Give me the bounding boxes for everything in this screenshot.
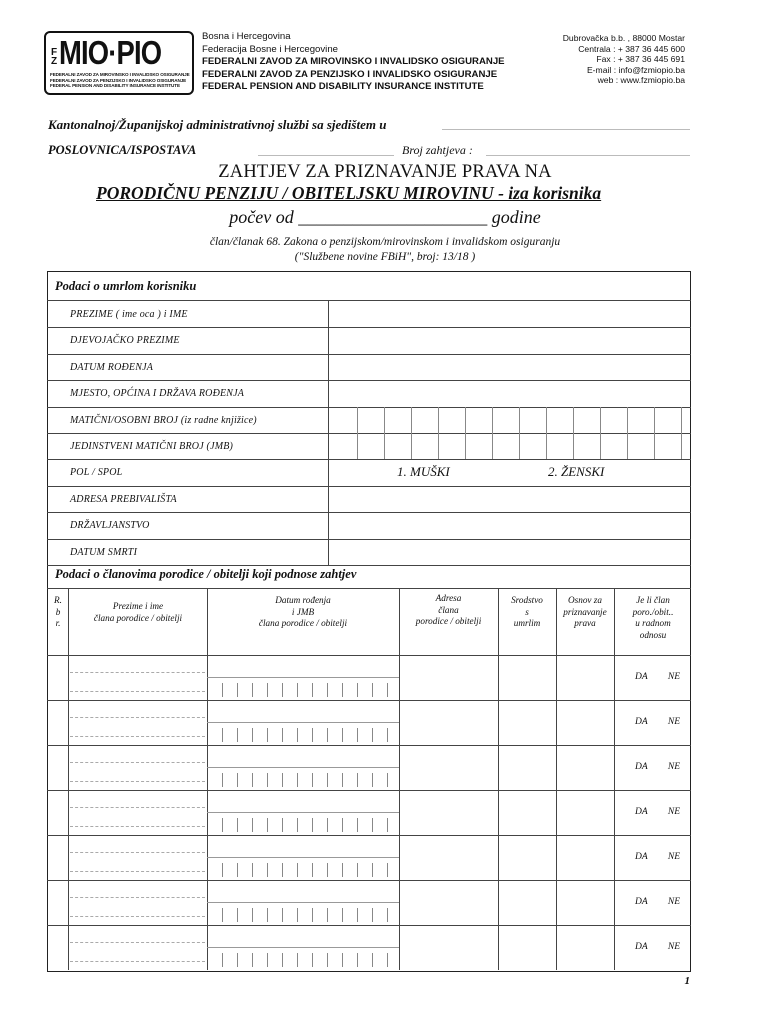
logo-fz: F Z — [50, 47, 58, 67]
member-name-input[interactable] — [69, 701, 206, 744]
member-address-input[interactable] — [400, 656, 497, 699]
divider — [47, 300, 691, 301]
employed-yes-no[interactable]: DA NE — [635, 717, 681, 727]
request-number-field[interactable] — [486, 155, 690, 156]
employed-yes-no[interactable]: DA NE — [635, 942, 681, 952]
member-relation-input[interactable] — [499, 791, 555, 834]
employed-yes-no[interactable]: DA NE — [635, 807, 681, 817]
section-deceased-title: Podaci o umrlom korisniku — [55, 279, 197, 293]
member-address-input[interactable] — [400, 791, 497, 834]
page-number: 1 — [684, 975, 690, 987]
header-fax: Fax : + 387 36 445 691 — [596, 54, 685, 65]
member-basis-input[interactable] — [557, 701, 613, 744]
digit-cell-divider — [411, 433, 412, 459]
header-country: Bosna i Hercegovina — [202, 31, 291, 42]
deceased-row-label: DJEVOJAČKO PREZIME — [70, 335, 180, 347]
member-name-input[interactable] — [69, 656, 206, 699]
digit-cell-divider — [411, 407, 412, 433]
member-basis-input[interactable] — [557, 836, 613, 879]
member-address-input[interactable] — [400, 926, 497, 969]
logo-line-3: FEDERAL PENSION AND DISABILITY INSURANCE INSTITUTE — [50, 83, 180, 89]
deceased-row-label: DRŽAVLJANSTVO — [70, 520, 150, 532]
row-divider — [47, 354, 691, 355]
digit-cell-divider — [573, 433, 574, 459]
member-date-jmb-input[interactable] — [208, 791, 398, 834]
col-basis: Osnov za priznavanje prava — [563, 595, 607, 628]
row-divider — [47, 539, 691, 540]
deceased-row-label: POL / SPOL — [70, 467, 123, 479]
employed-yes-no[interactable]: DA NE — [635, 897, 681, 907]
header-email: E-mail : info@fzmiopio.ba — [586, 64, 685, 75]
digit-cell-divider — [627, 407, 628, 433]
digit-cell-divider — [357, 407, 358, 433]
member-address-input[interactable] — [400, 746, 497, 789]
row-divider — [47, 407, 691, 408]
gazette-reference: ("Službene novine FBiH", broj: 13/18 ) — [294, 251, 476, 263]
row-divider — [47, 380, 691, 381]
digit-cell-divider — [654, 433, 655, 459]
digit-cell-divider — [654, 407, 655, 433]
member-date-jmb-input[interactable] — [208, 881, 398, 924]
deceased-row-input[interactable] — [329, 514, 689, 537]
member-date-jmb-input[interactable] — [208, 656, 398, 699]
deceased-row-input[interactable] — [329, 329, 689, 352]
digit-cell-divider — [546, 407, 547, 433]
deceased-row-label: MATIČNI/OSOBNI BROJ (iz radne knjižice) — [70, 414, 257, 426]
digit-cell-divider — [384, 407, 385, 433]
form-title-2: PORODIČNU PENZIJU / OBITELJSKU MIROVINU - iza korisnika — [96, 183, 602, 203]
section-members-title: Podaci o članovima porodice / obitelji koji podnose zahtjev — [55, 567, 357, 581]
form-start-date: počev od _____________________ godine — [229, 207, 541, 227]
digit-cell-divider — [465, 407, 466, 433]
member-name-input[interactable] — [69, 746, 206, 789]
deceased-row-label: DATUM ROĐENJA — [70, 361, 154, 373]
member-date-jmb-input[interactable] — [208, 746, 398, 789]
col-rbr: R. b r. — [54, 595, 62, 628]
request-number-label: Broj zahtjeva : — [402, 143, 473, 157]
column-divider — [614, 589, 615, 970]
member-basis-input[interactable] — [557, 746, 613, 789]
row-divider — [47, 486, 691, 487]
office-field[interactable] — [442, 129, 690, 130]
row-divider — [47, 565, 691, 566]
member-basis-input[interactable] — [557, 656, 613, 699]
row-divider — [47, 327, 691, 328]
digit-cell-divider — [465, 433, 466, 459]
digit-cell-divider — [492, 407, 493, 433]
member-date-jmb-input[interactable] — [208, 701, 398, 744]
digit-cell-divider — [627, 433, 628, 459]
digit-cell-divider — [492, 433, 493, 459]
member-relation-input[interactable] — [499, 881, 555, 924]
digit-cell-divider — [681, 433, 682, 459]
member-name-input[interactable] — [69, 881, 206, 924]
deceased-row-input[interactable] — [329, 435, 689, 458]
header-web: web : www.fzmiopio.ba — [597, 75, 685, 86]
header-federation: Federacija Bosne i Hercegovine — [202, 43, 338, 55]
member-relation-input[interactable] — [499, 701, 555, 744]
member-relation-input[interactable] — [499, 746, 555, 789]
digit-cell-divider — [573, 407, 574, 433]
member-relation-input[interactable] — [499, 836, 555, 879]
deceased-row-label: JEDINSTVENI MATIČNI BROJ (JMB) — [70, 441, 234, 452]
col-name: Prezime i ime člana porodice / obitelji — [93, 601, 183, 623]
deceased-row-label: DATUM SMRTI — [70, 546, 138, 558]
branch-label: POSLOVNICA/ISPOSTAVA — [48, 143, 197, 157]
header-name-2: FEDERALNI ZAVOD ZA PENZIJSKO I INVALIDSKO OSIGURANJE — [202, 68, 498, 80]
deceased-row-input[interactable] — [329, 356, 689, 379]
employed-yes-no[interactable]: DA NE — [635, 762, 681, 772]
digit-cell-divider — [384, 433, 385, 459]
header-address: Dubrovačka b.b. , 88000 Mostar — [562, 33, 685, 43]
deceased-row-input[interactable] — [329, 382, 689, 405]
member-basis-input[interactable] — [557, 791, 613, 834]
member-relation-input[interactable] — [499, 926, 555, 969]
header-name-3: FEDERAL PENSION AND DISABILITY INSURANCE INSTITUTE — [202, 81, 484, 93]
deceased-row-label: ADRESA PREBIVALIŠTA — [70, 493, 177, 505]
digit-cell-divider — [600, 433, 601, 459]
employed-yes-no[interactable]: DA NE — [635, 672, 681, 682]
office-label: Kantonalnoj/Županijskoj administrativnoj službi sa sjedištem u — [48, 117, 387, 132]
member-name-input[interactable] — [69, 791, 206, 834]
member-date-jmb-input[interactable] — [208, 836, 398, 879]
member-basis-input[interactable] — [557, 881, 613, 924]
member-relation-input[interactable] — [499, 656, 555, 699]
digit-cell-divider — [438, 433, 439, 459]
member-address-input[interactable] — [400, 701, 497, 744]
digit-cell-divider — [600, 407, 601, 433]
member-basis-input[interactable] — [557, 926, 613, 969]
deceased-row-input[interactable] — [329, 488, 689, 511]
header-phone: Centrala : + 387 36 445 600 — [578, 43, 685, 54]
header-contact — [563, 33, 685, 86]
header-name-1: FEDERALNI ZAVOD ZA MIROVINSKO I INVALIDSKO OSIGURANJE — [202, 56, 505, 68]
col-employed: Je li član poro./obit.. u radnom odnosu — [632, 595, 674, 640]
logo-line-2: FEDERALNI ZAVOD ZA PENZIJSKO I INVALIDSKO OSIGURANJE — [50, 77, 187, 83]
row-divider — [47, 433, 691, 434]
col-date-jmb: Datum rođenja i JMB člana porodice / obitelji — [258, 595, 348, 628]
member-name-input[interactable] — [69, 836, 206, 879]
sex-option-female[interactable]: 2. ŽENSKI — [548, 464, 605, 480]
digit-cell-divider — [519, 407, 520, 433]
employed-yes-no[interactable]: DA NE — [635, 852, 681, 862]
deceased-row-input[interactable] — [329, 409, 689, 432]
deceased-row-input[interactable] — [329, 541, 689, 564]
member-address-input[interactable] — [400, 881, 497, 924]
digit-cell-divider — [681, 407, 682, 433]
header-institution — [202, 31, 505, 94]
col-relation: Srodstvo s umrlim — [511, 595, 543, 628]
row-divider — [47, 512, 691, 513]
deceased-row-label: MJESTO, OPĆINA I DRŽAVA ROĐENJA — [70, 388, 245, 400]
deceased-row-label: PREZIME ( ime oca ) i IME — [70, 309, 188, 320]
col-address: Adresa člana porodice / obitelji — [415, 593, 482, 626]
member-name-input[interactable] — [69, 926, 206, 969]
member-address-input[interactable] — [400, 836, 497, 879]
institution-logo — [44, 31, 194, 95]
row-divider — [47, 459, 691, 460]
logo-text: MIO·PIO — [59, 34, 162, 71]
digit-cell-divider — [438, 407, 439, 433]
law-reference: član/članak 68. Zakona o penzijskom/mirovinskom i invalidskom osiguranju — [209, 236, 561, 248]
logo-line-1: FEDERALNI ZAVOD ZA MIROVINSKO I INVALIDSKO OSIGURANJE — [50, 72, 190, 77]
digit-cell-divider — [519, 433, 520, 459]
digit-cell-divider — [546, 433, 547, 459]
deceased-row-input[interactable] — [329, 303, 689, 326]
divider — [47, 588, 691, 589]
digit-cell-divider — [357, 433, 358, 459]
branch-field[interactable] — [258, 155, 394, 156]
member-date-jmb-input[interactable] — [208, 926, 398, 969]
form-title-1: ZAHTJEV ZA PRIZNAVANJE PRAVA NA — [218, 162, 552, 182]
sex-option-male[interactable]: 1. MUŠKI — [397, 464, 450, 480]
column-divider — [328, 301, 329, 565]
